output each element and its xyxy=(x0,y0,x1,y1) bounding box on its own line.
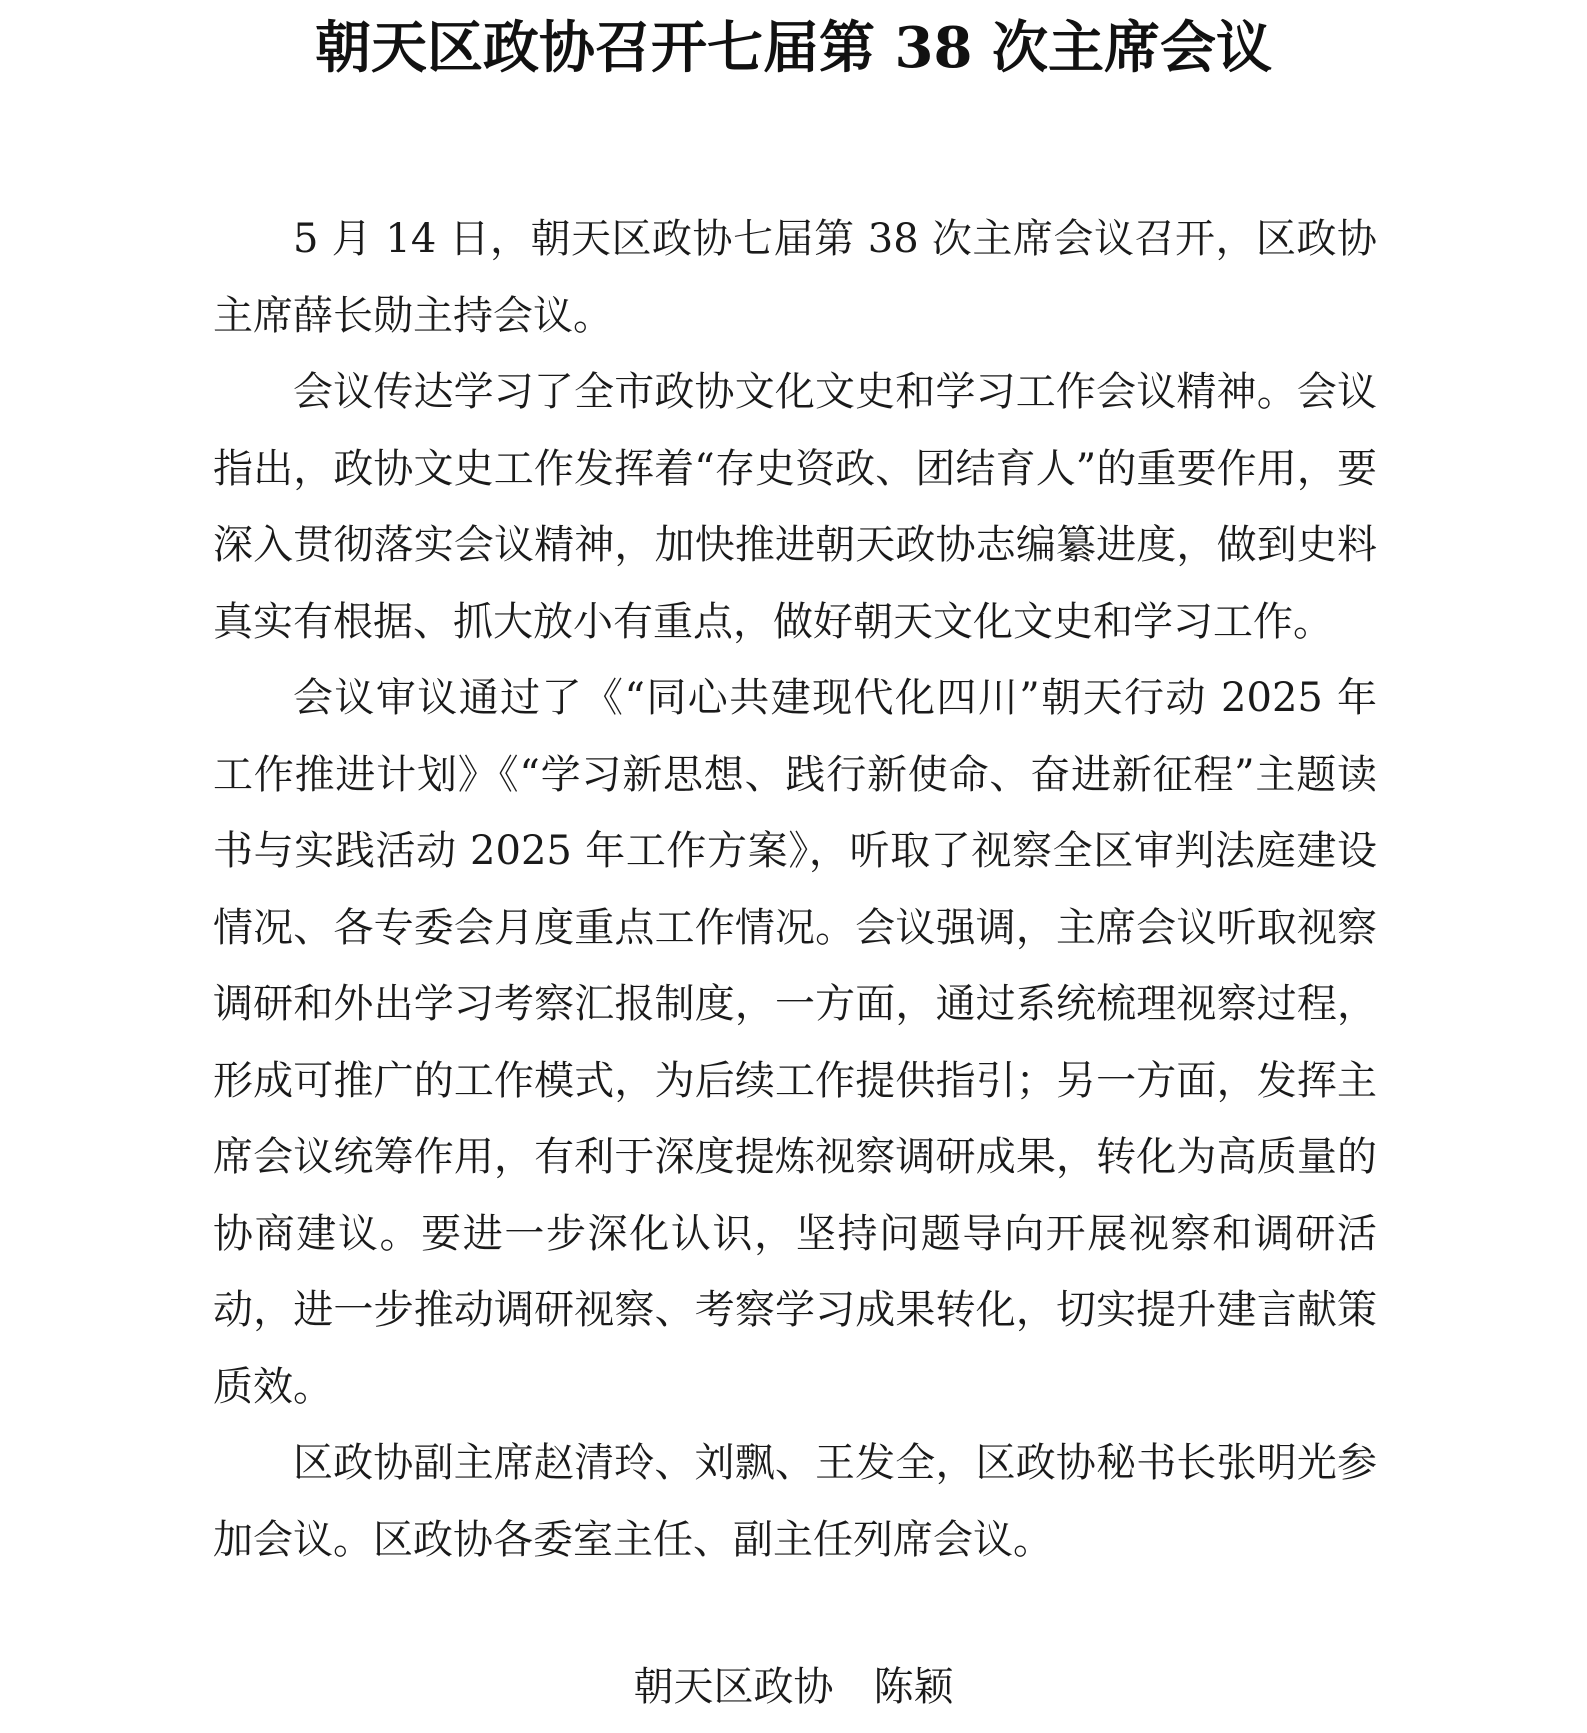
article-body xyxy=(213,201,1377,1578)
paragraph-attendees: 区政协副主席赵清玲、刘飘、王发全，区政协秘书长张明光参加会议。区政协各委室主任、副主任列席会议。 xyxy=(213,1440,1377,1563)
paragraph-opening: 5 月 14 日，朝天区政协七届第 38 次主席会议召开，区政协主席薛长勋主持会议。 xyxy=(213,216,1377,339)
article-title: 朝天区政协召开七届第 38 次主席会议 xyxy=(315,15,1272,81)
paragraph-review-plans: 会议审议通过了《“同心共建现代化四川”朝天行动 2025 年工作推进计划》《“学习新思想、践行新使命、奋进新征程”主题读书与实践活动 2025 年工作方案》，听取了视察全区审判法庭建设情况、各专委会月度重点工作情况。会议强调，主席会议听取视察调研和外出学习考察汇报制度，一方面，通过系统梳理视察过程，形成可推广的工作模式，为后续工作提供指引；另一方面，发挥主席会议统筹作用，有利于深度提炼视察调研成果，转化为高质量的协商建议。要进一步深化认识，坚持问题导向开展视察和调研活动，进一步推动调研视察、考察学习成果转化，切实提升建言献策质效。 xyxy=(213,675,1377,1410)
paragraph-culture-history: 会议传达学习了全市政协文化文史和学习工作会议精神。会议指出，政协文史工作发挥着“存史资政、团结育人”的重要作用，要深入贯彻落实会议精神，加快推进朝天政协志编纂进度，做到史料真实有根据、抓大放小有重点，做好朝天文化文史和学习工作。 xyxy=(213,369,1377,645)
author-byline: 朝天区政协 陈颖 xyxy=(633,1664,954,1710)
